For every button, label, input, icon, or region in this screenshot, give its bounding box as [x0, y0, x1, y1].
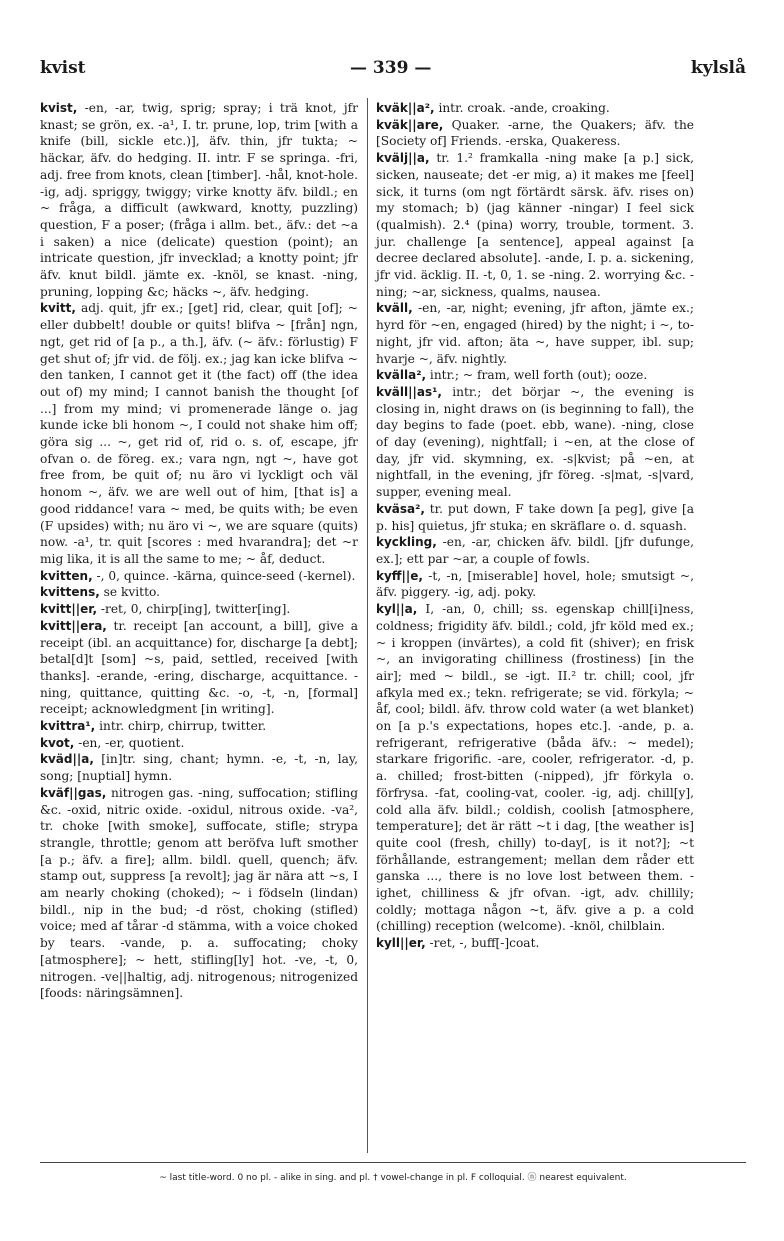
headword: kvist, [40, 101, 78, 115]
entry-text: -ret, 0, chirp[ing], twitter[ing]. [100, 602, 291, 617]
right-column [376, 100, 694, 952]
headword: kväk||a², [376, 101, 435, 115]
headword: kväf||gas, [40, 785, 107, 800]
dictionary-entry [40, 751, 358, 784]
entry-text: -, 0, quince. -kärna, quince-seed (-kernel). [96, 568, 356, 583]
headword: kvitt||era, [40, 618, 107, 633]
headword: kvittens, [40, 585, 100, 600]
entry-text: [in]tr. sing, chant; hymn. -e, -t, -n, lay, song; [nuptial] hymn. [40, 752, 359, 784]
entry-text: -en, -ar, night; evening, jfr afton, jämte ex.; hyrd för ~en, engaged (hired) by the night; i ~, to-night, jfr vid. afton; äta ~, have supper, ibl. sup; hvarje ~, äfv. nightly. [376, 301, 695, 366]
left-column [40, 100, 358, 1002]
page-number: — 339 — [350, 58, 432, 78]
entry-text: -en, -ar, chicken äfv. bildl. [jfr dufunge, ex.]; ett par ~ar, a couple of fowls. [376, 535, 694, 566]
dictionary-entry [40, 735, 358, 752]
dictionary-entry [40, 300, 358, 567]
entry-text: nitrogen gas. -ning, suffocation; stifling &c. -oxid, nitric oxide. -oxidul, nitrous oxide. -va², tr. choke [with smoke], suffocate, stifle; strypa strangle, throttle; genom att beröfva luft smother [a p.; äfv. a fire]; allm. bildl. quell, quench; äfv. stamp out, suppress [a revolt]; jag är nära att ~s, I am nearly choking (choked); ~ i födseln (lindan) bildl., nip in the bud; -d röst, choking (stifled) voice; med af tårar -d stämma, with a voice choked by tears. -vande, p. a. suffocating; choky [atmosphere]; ~ hett, stifling[ly] hot. -ve, -t, 0, nitrogen. -ve||haltig, adj. nitrogenous; nitrogenized [foods: näringsämnen]. [40, 785, 359, 1001]
headword: kväll, [376, 301, 413, 316]
headword: kväsa², [376, 501, 425, 516]
column-divider [367, 98, 368, 1153]
headword: kyff||e, [376, 568, 423, 583]
headword: kvitt||er, [40, 602, 98, 617]
header-left-guide-word: kvist [40, 58, 86, 78]
entry-text: adj. quit, jfr ex.; [get] rid, clear, quit [of]; ~ eller dubbelt! double or quits! blifva ~ [från] ngn, ngt, get rid of [a p., a th.], äfv. (~ äfv.: förlustig) F get shut of; jfr vid. de följ. ex.; jag kan icke blifva ~ den tanken, I cannot get it (the fact) off (the idea out of) my mind; I cannot banish the thought [of ...] from my mind; vi promenerade länge o. jag kunde icke bli honom ~, I could not shake him off; göra sig ... ~, get rid of, rid o. s. of, escape, jfr ofvan o. de föreg. ex.; vara ngn, ngt ~, have got free from, be quit of; nu äro vi lyckligt och väl honom ~, äfv. we are well out of him, [that is] a good riddance! vara ~ med, be quits with; be even (F upsides) with; nu äro vi ~, we are square (quits) now. -a¹, tr. quit [scores : med hvarandra]; det ~r mig lika, it is all the same to me; ~ åf, deduct. [40, 301, 358, 566]
dictionary-entry [376, 534, 694, 567]
dictionary-entry [376, 100, 694, 117]
headword: kvittra¹, [40, 719, 96, 734]
dictionary-entry [376, 501, 694, 534]
abbreviation-key-footer: ~ last title-word. 0 no pl. - alike in sing. and pl. † vowel-change in pl. F colloquial. ⓝ nearest equivalent. [159, 1173, 627, 1183]
headword: kväk||are, [376, 117, 444, 132]
dictionary-entry [376, 117, 694, 150]
dictionary-entry [40, 718, 358, 735]
headword: kväll||as¹, [376, 384, 442, 399]
headword: kyl||a, [376, 602, 418, 617]
dictionary-entry [40, 584, 358, 601]
dictionary-entry [376, 384, 694, 501]
entry-text: intr. chirp, chirrup, twitter. [99, 719, 267, 734]
dictionary-entry [376, 367, 694, 384]
headword: kyckling, [376, 535, 437, 550]
headword: kvälla², [376, 368, 427, 383]
entry-text: se kvitto. [103, 585, 160, 600]
entry-text: tr. receipt [an account, a bill], give a receipt (ibl. an acquittance) for, discharge [a debt]; betal[d]t [som] ~s, paid, settled, received [with thanks]. -erande, -ering, discharge, acquittance. -ning, quittance, quitting &c. -o, -t, -n, [formal] receipt; acknowledgment [in writing]. [40, 618, 359, 717]
entry-text: -en, -ar, twig, sprig; spray; i trä knot, jfr knast; se grön, ex. -a¹, I. tr. prune, lop, trim [with a knife (bill, sickle etc.)], äfv. thin, jfr tukta; ~ häckar, äfv. do hedging. II. intr. F se springa. -fri, adj. free from knots, clean [timber]. -hål, knot-hole. -ig, adj. spriggy, twiggy; virke knotty äfv. bildl.; en ~ fråga, a difficult (awkward, knotty, puzzling) question, F a poser; (fråga i allm. bet., äfv.: det ~a i saken) a nice (delicate) question (point); an intricate question, jfr invecklad; a knotty point; jfr äfv. knut bildl. jämte ex. -knöl, se knast. -ning, pruning, lopping &c; häcks ~, äfv. hedging. [40, 101, 358, 299]
dictionary-entry [40, 568, 358, 585]
dictionary-entry [376, 568, 694, 601]
headword: kyll||er, [376, 936, 426, 951]
dictionary-entry [40, 785, 358, 1002]
dictionary-entry [376, 935, 694, 952]
dictionary-entry [376, 601, 694, 935]
header-right-guide-word: kylslå [690, 58, 746, 78]
footer-rule [40, 1162, 746, 1163]
dictionary-entry [40, 100, 358, 300]
dictionary-entry [376, 150, 694, 300]
headword: kvitt, [40, 301, 76, 316]
entry-text: -t, -n, [miserable] hovel, hole; smutsigt ~, äfv. piggery. -ig, adj. poky. [376, 568, 695, 600]
dictionary-entry [40, 618, 358, 718]
entry-text: tr. put down, F take down [a peg], give [a p. his] quietus, jfr stuka; en skräflare o. d. squash. [376, 501, 695, 533]
headword: kvitten, [40, 568, 93, 583]
entry-text: I, -an, 0, chill; ss. egenskap chill[i]ness, coldness; frigidity äfv. bildl.; cold, jfr köld med ex.; ~ i kroppen (invärtes), a cold fit (shiver); en frisk ~, an invigorating chilliness (frostiness) [in the air]; med ~ bildl., se -igt. II.² tr. chill; cool, jfr afkyla med ex.; tekn. refrigerate; se vid. förkyla; ~ åf, cool; bildl. äfv. throw cold water (a wet blanket) on [a p.'s expectations, hopes etc.]. -ande, p. a. refrigerant, refrigerative (båda äfv.: ~ medel); starkare frigorific. -are, cooler, refrigerator. -d, p. a. chilled; frost-bitten (-nipped), jfr förkyla o. förfrysa. -fat, cooling-vat, cooler. -ig, adj. chill[y], cold alla äfv. bildl.; coldish, coolish [atmosphere, temperature]; det är rätt ~t i dag, [the weather is] quite cool (fresh, chilly) to-day[, is it not?]; ~t förhållande, estrangement; mellan dem råder ett ganska ..., there is no love lost between them. -ighet, chilliness & jfr ofvan. -igt, adv. chillily; coldly; mottaga någon ~t, äfv. give a p. a cold (chilling) reception (welcome). -knöl, chilblain. [376, 602, 695, 934]
page-header [40, 58, 746, 88]
entry-text: -en, -er, quotient. [78, 735, 185, 750]
entry-text: Quaker. -arne, the Quakers; äfv. the [Society of] Friends. -erska, Quakeress. [376, 117, 695, 149]
entry-text: intr. croak. -ande, croaking. [438, 101, 610, 115]
entry-text: -ret, -, buff[-]coat. [429, 936, 540, 951]
dictionary-entry [376, 300, 694, 367]
headword: kväd||a, [40, 752, 94, 767]
headword: kvot, [40, 735, 75, 750]
entry-text: intr.; det börjar ~, the evening is closing in, night draws on (is beginning to fall), the day begins to fade (poet. ebb, wane). -ning, close of day (evening), nightfall; i ~en, at the close of day, jfr vid. skymning, ex. -s|kvist; på ~en, at nightfall, in the evening, jfr föreg. -s|mat, -s|vard, supper, evening meal. [376, 384, 694, 500]
entry-text: intr.; ~ fram, well forth (out); ooze. [429, 368, 648, 383]
dictionary-entry [40, 601, 358, 618]
headword: kvälj||a, [376, 151, 430, 166]
entry-text: tr. 1.² framkalla -ning make [a p.] sick, sicken, nauseate; det -er mig, a) it makes me [feel] sick, it turns (om ngt förtärdt särsk. äfv. rises on) my stomach; b) (jag känner -ningar) I feel sick (qualmish). 2.⁴ (pina) worry, trouble, torment. 3. jur. challenge [a sentence], appeal against [a decree declared absolute]. -ande, I. p. a. sickening, jfr vid. äcklig. II. -t, 0, 1. se -ning. 2. worrying &c. -ning; ~ar, sickness, qualms, nausea. [376, 151, 695, 299]
